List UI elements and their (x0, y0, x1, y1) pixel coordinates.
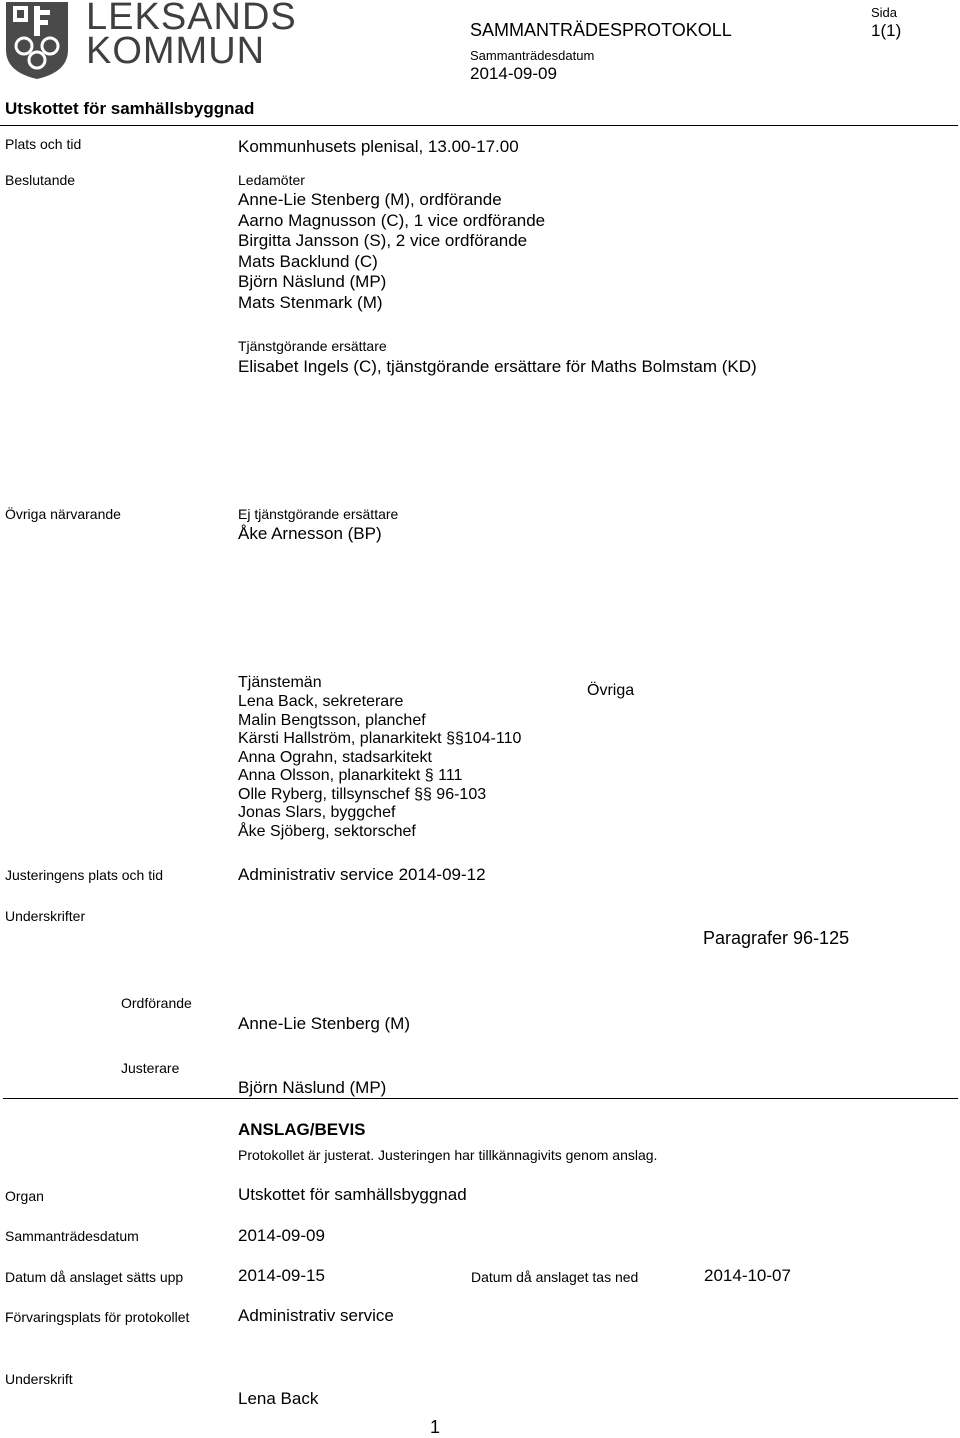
non-serving-heading: Ej tjänstgörande ersättare (238, 506, 399, 522)
storage-label: Förvaringsplats för protokollet (5, 1309, 190, 1325)
notice-heading: ANSLAG/BEVIS (238, 1120, 366, 1139)
meeting-date-label: Sammanträdesdatum (470, 48, 595, 63)
logo-line-1: LEKSANDS (86, 0, 297, 38)
members-heading: Ledamöter (238, 172, 305, 188)
official-item: Anna Ograhn, stadsarkitekt (238, 748, 432, 766)
removed-date-label: Datum då anslaget tas ned (471, 1269, 639, 1285)
place-label: Plats och tid (5, 136, 82, 152)
notice-divider (3, 1098, 958, 1099)
adjuster-label: Justerare (121, 1060, 180, 1076)
other-heading: Övriga (587, 682, 635, 699)
signature-label: Underskrift (5, 1371, 73, 1387)
paragraphs-range: Paragrafer 96-125 (703, 928, 850, 948)
notice-statement: Protokollet är justerat. Justeringen har tillkännagivits genom anslag. (238, 1147, 658, 1163)
signature-name: Lena Back (238, 1389, 319, 1408)
page-number: 1 (430, 1417, 441, 1437)
officials-heading: Tjänstemän (238, 674, 322, 691)
substitutes-heading: Tjänstgörande ersättare (238, 338, 387, 354)
posted-date-value: 2014-09-15 (238, 1266, 325, 1285)
member-item: Mats Stenmark (M) (238, 292, 383, 312)
official-item: Olle Ryberg, tillsynschef §§ 96-103 (238, 785, 487, 803)
storage-value: Administrativ service (238, 1306, 394, 1325)
adjuster-name: Björn Näslund (MP) (238, 1078, 387, 1097)
adjustment-place-label: Justeringens plats och tid (5, 867, 163, 883)
meeting-date-value: 2014-09-09 (470, 64, 557, 83)
organ-label: Organ (5, 1188, 44, 1204)
posted-date-label: Datum då anslaget sätts upp (5, 1269, 184, 1285)
page-value: 1(1) (871, 21, 902, 40)
official-item: Åke Sjöberg, sektorschef (238, 822, 416, 840)
place-value: Kommunhusets plenisal, 13.00-17.00 (238, 137, 519, 156)
member-item: Birgitta Jansson (S), 2 vice ordförande (238, 231, 528, 250)
official-item: Malin Bengtsson, planchef (238, 711, 426, 729)
decision-label: Beslutande (5, 172, 76, 188)
members-list (238, 190, 545, 313)
logo (4, 0, 297, 82)
official-item: Anna Olsson, planarkitekt § 111 (238, 767, 463, 784)
non-serving-value: Åke Arnesson (BP) (238, 524, 382, 543)
signatures-label: Underskrifter (5, 908, 86, 924)
official-item: Kärsti Hallström, planarkitekt §§104-110 (238, 730, 522, 747)
page-label: Sida (871, 5, 898, 20)
document-type: SAMMANTRÄDESPROTOKOLL (470, 20, 732, 40)
organ-value: Utskottet för samhällsbyggnad (238, 1185, 467, 1204)
member-item: Mats Backlund (C) (238, 251, 378, 271)
coat-of-arms-icon (4, 0, 70, 80)
notice-meeting-date-label: Sammanträdesdatum (5, 1228, 139, 1244)
header-divider (0, 125, 958, 126)
member-item: Björn Näslund (MP) (238, 272, 387, 291)
notice-meeting-date-value: 2014-09-09 (238, 1226, 325, 1245)
officials-list (238, 693, 521, 841)
official-item: Lena Back, sekreterare (238, 693, 404, 710)
adjustment-place-value: Administrativ service 2014-09-12 (238, 865, 486, 884)
member-item: Aarno Magnusson (C), 1 vice ordförande (238, 210, 546, 230)
chair-label: Ordförande (121, 995, 192, 1011)
official-item: Jonas Slars, byggchef (238, 804, 396, 821)
substitutes-value: Elisabet Ingels (C), tjänstgörande ersättare för Maths Bolmstam (KD) (238, 357, 757, 376)
member-item: Anne-Lie Stenberg (M), ordförande (238, 190, 502, 209)
removed-date-value: 2014-10-07 (704, 1266, 791, 1285)
others-present-label: Övriga närvarande (5, 506, 121, 522)
committee-name: Utskottet för samhällsbyggnad (5, 99, 255, 118)
logo-line-2: KOMMUN (86, 30, 266, 72)
chair-name: Anne-Lie Stenberg (M) (238, 1014, 410, 1033)
